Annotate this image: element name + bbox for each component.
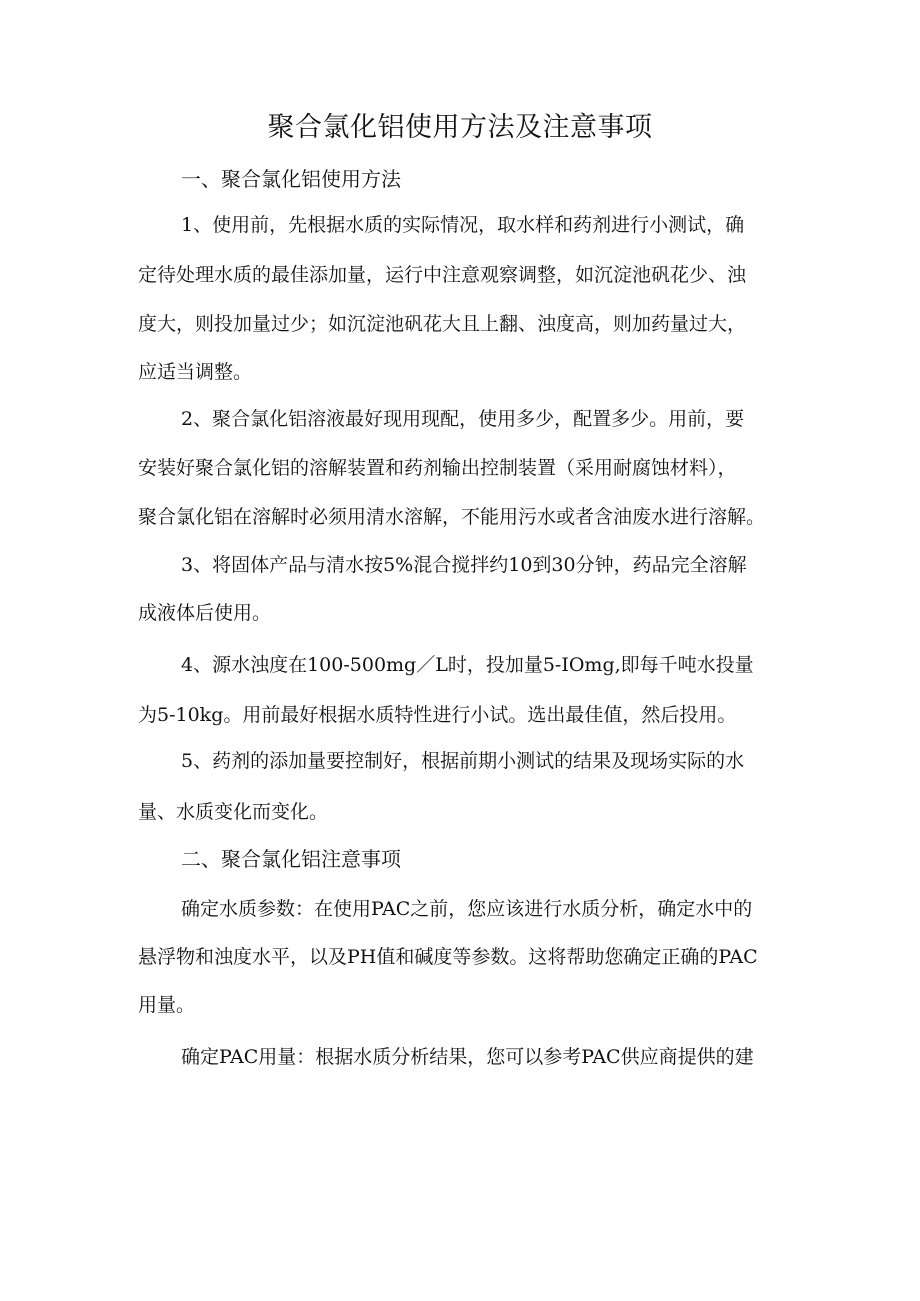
paragraph-line: 应适当调整。 bbox=[138, 361, 253, 383]
paragraph-line: 成液体后使用。 bbox=[138, 602, 272, 624]
paragraph-line: 4、源水浊度在100-500mg／L时，投加量5-IOmg,即每千吨水投量 bbox=[181, 654, 754, 676]
paragraph-line: 2、聚合氯化铝溶液最好现用现配，使用多少，配置多少。用前，要 bbox=[181, 408, 745, 430]
document-title: 聚合氯化铝使用方法及注意事项 bbox=[267, 112, 653, 143]
paragraph-line: 聚合氯化铝在溶解时必须用清水溶解，不能用污水或者含油废水进行溶解。 bbox=[138, 506, 766, 528]
paragraph-line: 确定水质参数：在使用PAC之前，您应该进行水质分析，确定水中的 bbox=[181, 898, 753, 920]
paragraph-line: 量、水质变化而变化。 bbox=[138, 801, 329, 823]
paragraph-line: 确定PAC用量：根据水质分析结果，您可以参考PAC供应商提供的建 bbox=[181, 1046, 754, 1068]
section-heading-usage: 一、聚合氯化铝使用方法 bbox=[181, 167, 401, 191]
paragraph-line: 3、将固体产品与清水按5%混合搅拌约10到30分钟，药品完全溶解 bbox=[181, 554, 747, 576]
paragraph-line: 1、使用前，先根据水质的实际情况，取水样和药剂进行小测试，确 bbox=[181, 214, 745, 236]
section-heading-precautions: 二、聚合氯化铝注意事项 bbox=[181, 847, 401, 871]
paragraph-line: 度大，则投加量过少；如沉淀池矾花大且上翻、浊度高，则加药量过大， bbox=[138, 313, 747, 335]
paragraph-line: 用量。 bbox=[138, 994, 196, 1016]
paragraph-line: 5、药剂的添加量要控制好，根据前期小测试的结果及现场实际的水 bbox=[181, 750, 745, 772]
paragraph-line: 安装好聚合氯化铝的溶解装置和药剂输出控制装置（采用耐腐蚀材料）， bbox=[138, 457, 737, 479]
paragraph-line: 悬浮物和浊度水平，以及PH值和碱度等参数。这将帮助您确定正确的PAC bbox=[138, 946, 758, 968]
paragraph-line: 定待处理水质的最佳添加量，运行中注意观察调整，如沉淀池矾花少、浊 bbox=[138, 264, 747, 286]
paragraph-line: 为5-10kg。用前最好根据水质特性进行小试。选出最佳值，然后投用。 bbox=[138, 704, 737, 726]
